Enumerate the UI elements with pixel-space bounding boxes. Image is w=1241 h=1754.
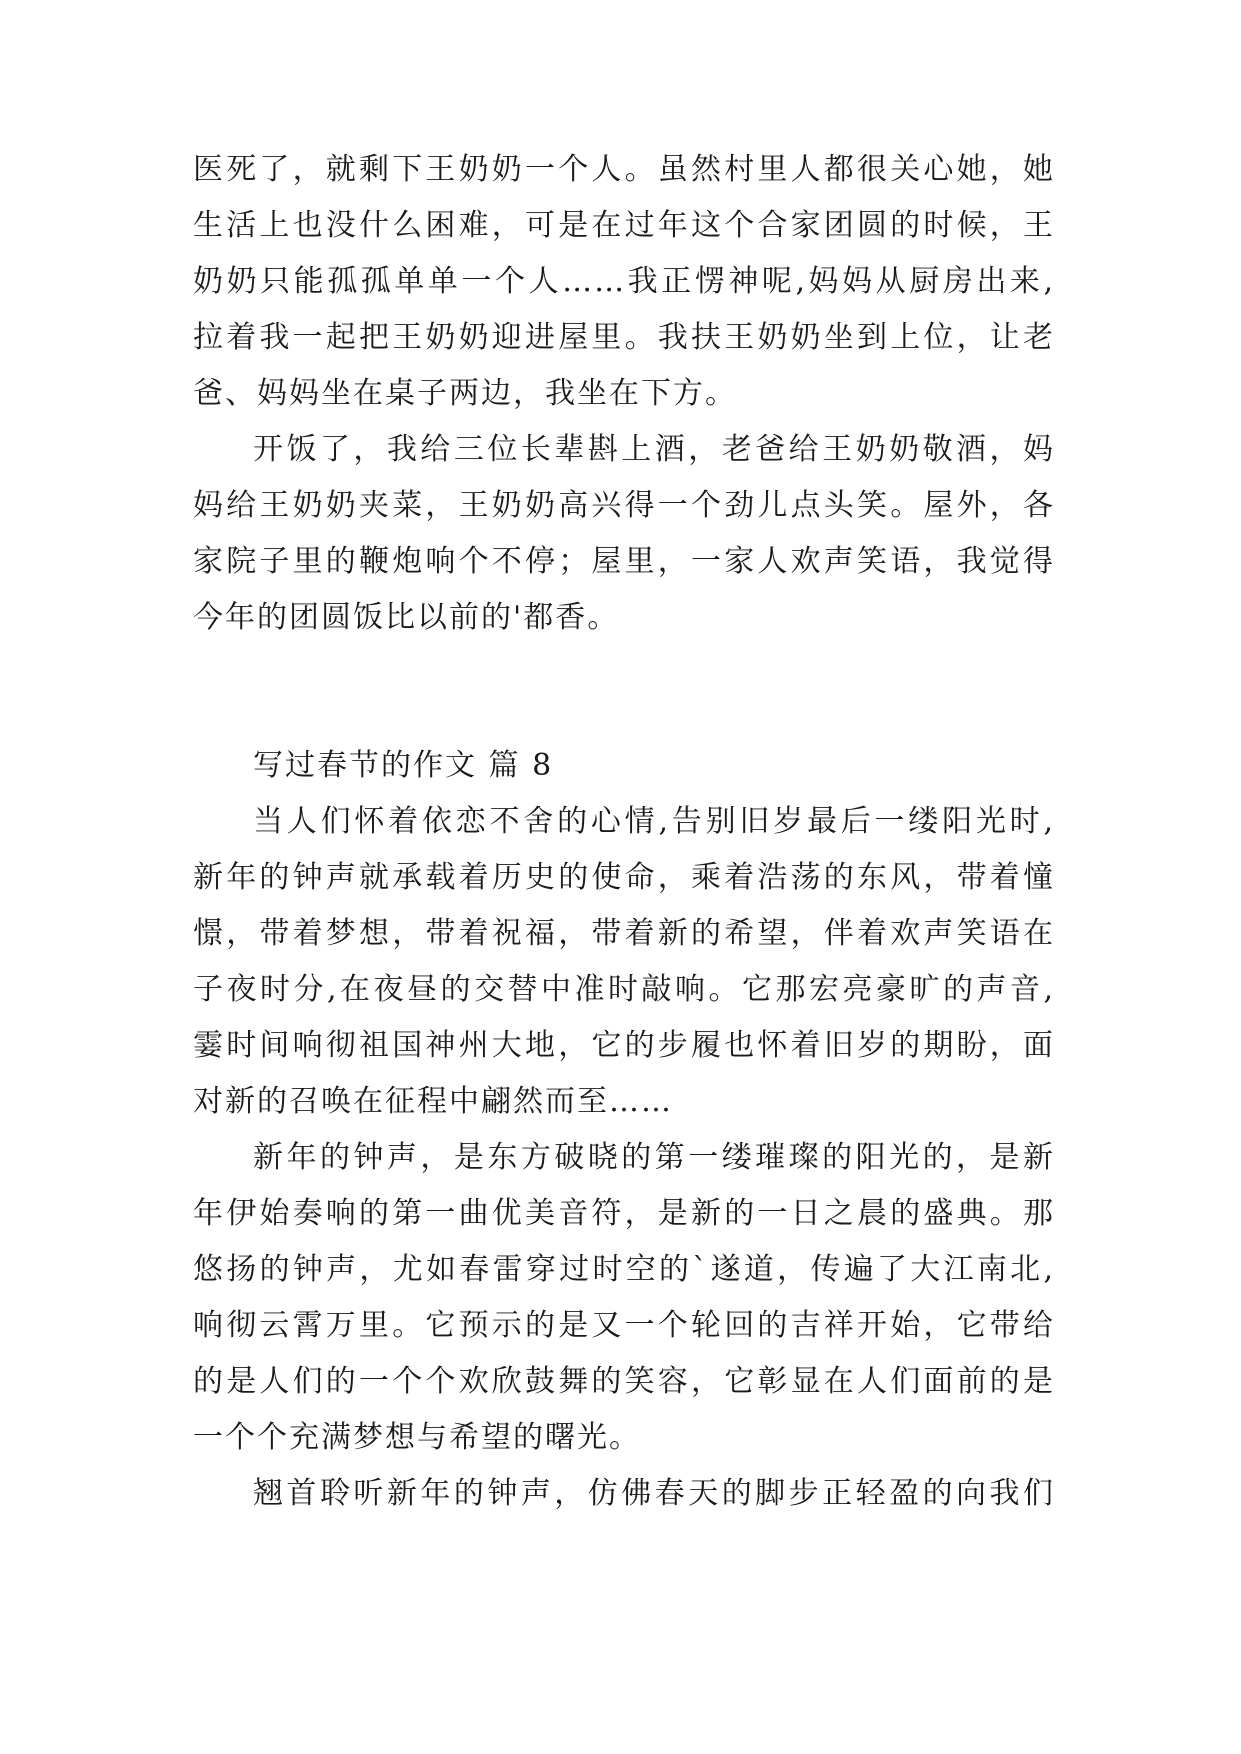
text-line: 霎时间响彻祖国神州大地，它的步履也怀着旧岁的期盼，面 [193,1028,1055,1063]
text-line: 翘首聆听新年的钟声，仿佛春天的脚步正轻盈的向我们 [253,1476,1055,1511]
text-line: 新年的钟声就承载着历史的使命，乘着浩荡的东风，带着憧 [193,860,1055,895]
text-line: 妈给王奶奶夹菜，王奶奶高兴得一个劲儿点头笑。屋外，各 [193,488,1055,523]
text-line: 当人们怀着依恋不舍的心情,告别旧岁最后一缕阳光时, [253,804,1055,839]
text-line: 新年的钟声，是东方破晓的第一缕璀璨的阳光的，是新 [253,1140,1055,1175]
text-line: 今年的团圆饭比以前的'都香。 [193,600,620,635]
text-line: 生活上也没什么困难，可是在过年这个合家团圆的时候，王 [193,208,1055,243]
text-line: 响彻云霄万里。它预示的是又一个轮回的吉祥开始，它带给 [193,1308,1055,1343]
text-line: 爸、妈妈坐在桌子两边，我坐在下方。 [193,376,737,411]
text-line: 奶奶只能孤孤单单一个人……我正愣神呢,妈妈从厨房出来, [193,264,1055,299]
text-line: 对新的召唤在征程中翩然而至…… [193,1084,673,1119]
text-line: 医死了，就剩下王奶奶一个人。虽然村里人都很关心她，她 [193,152,1055,187]
text-line: 开饭了，我给三位长辈斟上酒，老爸给王奶奶敬酒，妈 [253,432,1055,467]
text-line: 年伊始奏响的第一曲优美音符，是新的一日之晨的盛典。那 [193,1196,1055,1231]
text-line: 一个个充满梦想与希望的曙光。 [193,1420,641,1455]
text-line: 拉着我一起把王奶奶迎进屋里。我扶王奶奶坐到上位，让老 [193,320,1055,355]
text-line: 的是人们的一个个欢欣鼓舞的笑容，它彰显在人们面前的是 [193,1364,1055,1399]
text-line: 家院子里的鞭炮响个不停；屋里，一家人欢声笑语，我觉得 [193,544,1055,579]
text-line: 悠扬的钟声，尤如春雷穿过时空的`遂道，传遍了大江南北, [193,1252,1055,1287]
section-heading: 写过春节的作文 篇 8 [253,748,554,783]
text-line: 憬，带着梦想，带着祝福，带着新的希望，伴着欢声笑语在 [193,916,1055,951]
text-line: 子夜时分,在夜昼的交替中准时敲响。它那宏亮豪旷的声音, [193,972,1055,1007]
